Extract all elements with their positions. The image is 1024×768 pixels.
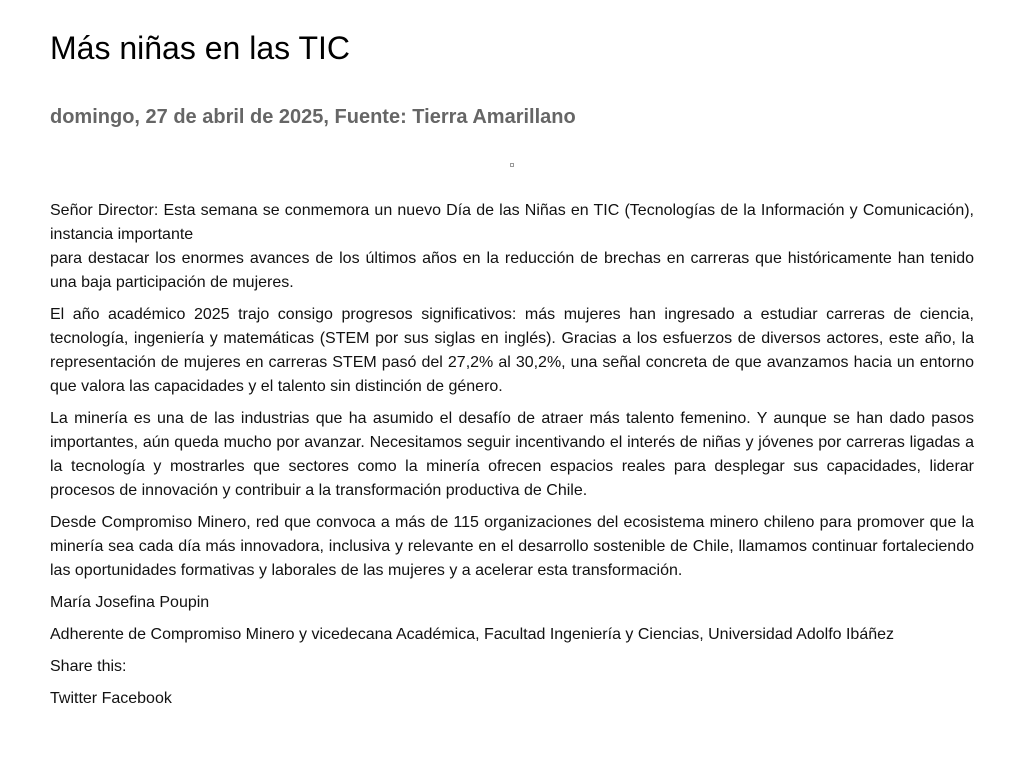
paragraph-3: El año académico 2025 trajo consigo progresos significativos: más mujeres han ingresado a estudiar carreras de ciencia, tecnología, ingeniería y matemáticas (STEM por sus siglas en inglés). Gracias a los esfuerzos de diversos actores, este año, la representación de mujeres en carreras STEM pasó del 27,2% al 30,2%, una señal concreta de que avanzamos hacia un entorno que valora las capacidades y el talento sin distinción de género. bbox=[50, 306, 974, 395]
paragraph-5: Desde Compromiso Minero, red que convoca a más de 115 organizaciones del ecosistema minero chileno para promover que la minería sea cada día más innovadora, inclusiva y relevante en el desarrollo sostenible de Chile, llamamos continuar fortaleciendo las oportunidades formativas y laborales de las mujeres y a acelerar esta transformación. bbox=[50, 514, 974, 579]
article-body bbox=[50, 199, 974, 719]
article-meta: domingo, 27 de abril de 2025, Fuente: Tierra Amarillano bbox=[50, 106, 576, 128]
author-name: María Josefina Poupin bbox=[50, 594, 210, 611]
share-links bbox=[50, 687, 974, 711]
paragraph-2: para destacar los enormes avances de los últimos años en la reducción de brechas en carreras que históricamente han tenido una baja participación de mujeres. bbox=[50, 250, 974, 291]
share-label: Share this: bbox=[50, 658, 127, 675]
facebook-share-link[interactable]: Facebook bbox=[101, 690, 172, 707]
paragraph-4: La minería es una de las industrias que ha asumido el desafío de atraer más talento femenino. Y aunque se han dado pasos importantes, aún queda mucho por avanzar. Necesitamos seguir incentivando el interés de niñas y jóvenes por carreras ligadas a la tecnología y mostrarles que sectores como la minería ofrecen espacios reales para desplegar sus capacidades, liderar procesos de innovación y contribuir a la transformación productiva de Chile. bbox=[50, 410, 974, 499]
author-role: Adherente de Compromiso Minero y vicedecana Académica, Facultad Ingeniería y Ciencias, Universidad Adolfo Ibáñez bbox=[50, 626, 895, 643]
paragraph-1: Señor Director: Esta semana se conmemora un nuevo Día de las Niñas en TIC (Tecnologías de la Información y Comunicación), instancia importante bbox=[50, 202, 974, 243]
article-title: Más niñas en las TIC bbox=[50, 30, 350, 66]
broken-image-icon bbox=[510, 163, 514, 167]
twitter-share-link[interactable]: Twitter bbox=[50, 690, 98, 707]
